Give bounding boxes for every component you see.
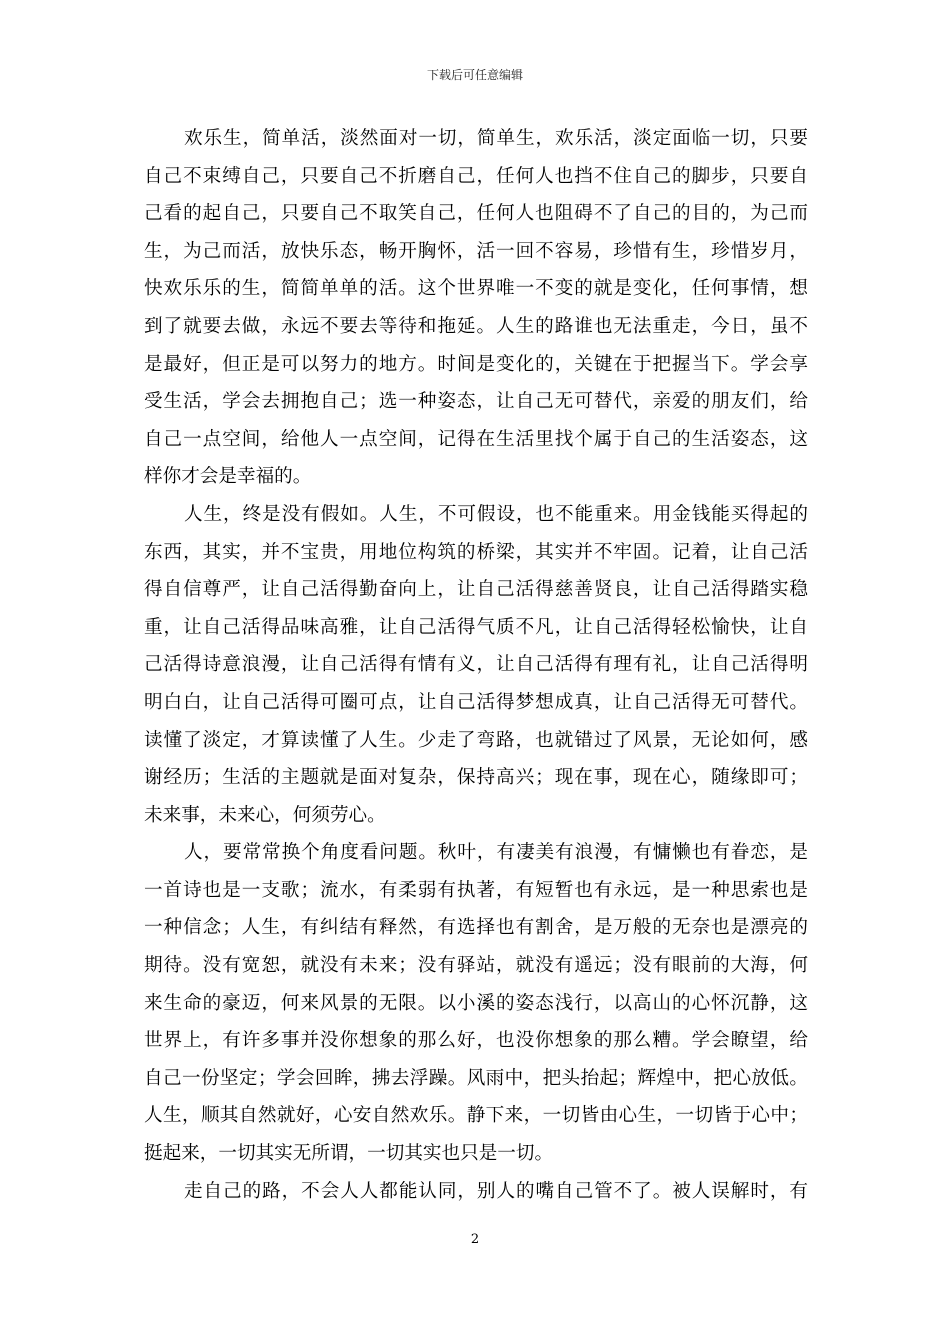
text-line: 未来事，未来心，何须劳心。 <box>144 804 386 826</box>
text-line: 人，要常常换个角度看问题。秋叶，有凄美有浪漫，有慵懒也有眷恋，是 <box>184 842 808 864</box>
text-line: 重，让自己活得品味高雅，让自己活得气质不凡，让自己活得轻松愉快，让自 <box>144 616 808 638</box>
text-line: 自己一点空间，给他人一点空间，记得在生活里找个属于自己的生活姿态，这 <box>144 428 808 450</box>
text-line: 期待。没有宽恕，就没有未来；没有驿站，就没有遥远；没有眼前的大海，何 <box>144 955 808 977</box>
text-line: 东西，其实，并不宝贵，用地位构筑的桥梁，其实并不牢固。记着，让自己活 <box>144 541 808 563</box>
text-line: 走自己的路，不会人人都能认同，别人的嘴自己管不了。被人误解时，有 <box>184 1180 808 1202</box>
text-line: 欢乐生，简单活，淡然面对一切，简单生，欢乐活，淡定面临一切，只要 <box>184 128 808 149</box>
text-line: 快欢乐乐的生，简简单单的活。这个世界唯一不变的就是变化，任何事情，想 <box>144 278 808 300</box>
text-line: 人生，顺其自然就好，心安自然欢乐。静下来，一切皆由心生，一切皆于心中； <box>144 1105 808 1127</box>
paragraph <box>144 496 808 834</box>
text-line: 一种信念；人生，有纠结有释然，有选择也有割舍，是万般的无奈也是漂亮的 <box>144 917 808 939</box>
page-header: 下载后可任意编辑 <box>426 68 523 82</box>
text-line: 来生命的豪迈，何来风景的无限。以小溪的姿态浅行，以高山的心怀沉静，这 <box>144 992 808 1014</box>
text-line: 读懂了淡定，才算读懂了人生。少走了弯路，也就错过了风景，无论如何，感 <box>144 729 808 751</box>
text-line: 自己不束缚自己，只要自己不折磨自己，任何人也挡不住自己的脚步，只要自 <box>144 165 808 187</box>
text-line: 明白白，让自己活得可圈可点，让自己活得梦想成真，让自己活得无可替代。 <box>144 691 808 713</box>
text-line: 己看的起自己，只要自己不取笑自己，任何人也阻碍不了自己的目的，为己而 <box>144 203 808 225</box>
text-line: 世界上，有许多事并没你想象的那么好，也没你想象的那么糟。学会瞭望，给 <box>144 1030 808 1052</box>
text-line: 挺起来，一切其实无所谓，一切其实也只是一切。 <box>144 1143 554 1165</box>
text-line: 自己一份坚定；学会回眸，拂去浮躁。风雨中，把头抬起；辉煌中，把心放低。 <box>144 1067 808 1089</box>
text-line: 生，为己而活，放快乐态，畅开胸怀，活一回不容易，珍惜有生，珍惜岁月， <box>144 240 808 262</box>
text-line: 是最好，但正是可以努力的地方。时间是变化的，关键在于把握当下。学会享 <box>144 353 808 375</box>
paragraph <box>144 834 808 1172</box>
text-line: 受生活，学会去拥抱自己；选一种姿态，让自己无可替代，亲爱的朋友们，给 <box>144 391 808 413</box>
document-body <box>144 120 808 1210</box>
text-line: 人生，终是没有假如。人生，不可假设，也不能重来。用金钱能买得起的 <box>184 503 808 525</box>
text-line: 到了就要去做，永远不要去等待和拖延。人生的路谁也无法重走，今日，虽不 <box>144 315 808 337</box>
text-line: 样你才会是幸福的。 <box>144 466 312 488</box>
text-line: 谢经历；生活的主题就是面对复杂，保持高兴；现在事，现在心，随缘即可； <box>144 767 808 789</box>
text-line: 己活得诗意浪漫，让自己活得有情有义，让自己活得有理有礼，让自己活得明 <box>144 654 808 676</box>
text-line: 一首诗也是一支歌；流水，有柔弱有执著，有短暂也有永远，是一种思索也是 <box>144 879 808 901</box>
paragraph <box>144 1173 808 1211</box>
page-number: 2 <box>470 1232 480 1247</box>
paragraph <box>144 120 808 496</box>
text-line: 得自信尊严，让自己活得勤奋向上，让自己活得慈善贤良，让自己活得踏实稳 <box>144 579 808 601</box>
